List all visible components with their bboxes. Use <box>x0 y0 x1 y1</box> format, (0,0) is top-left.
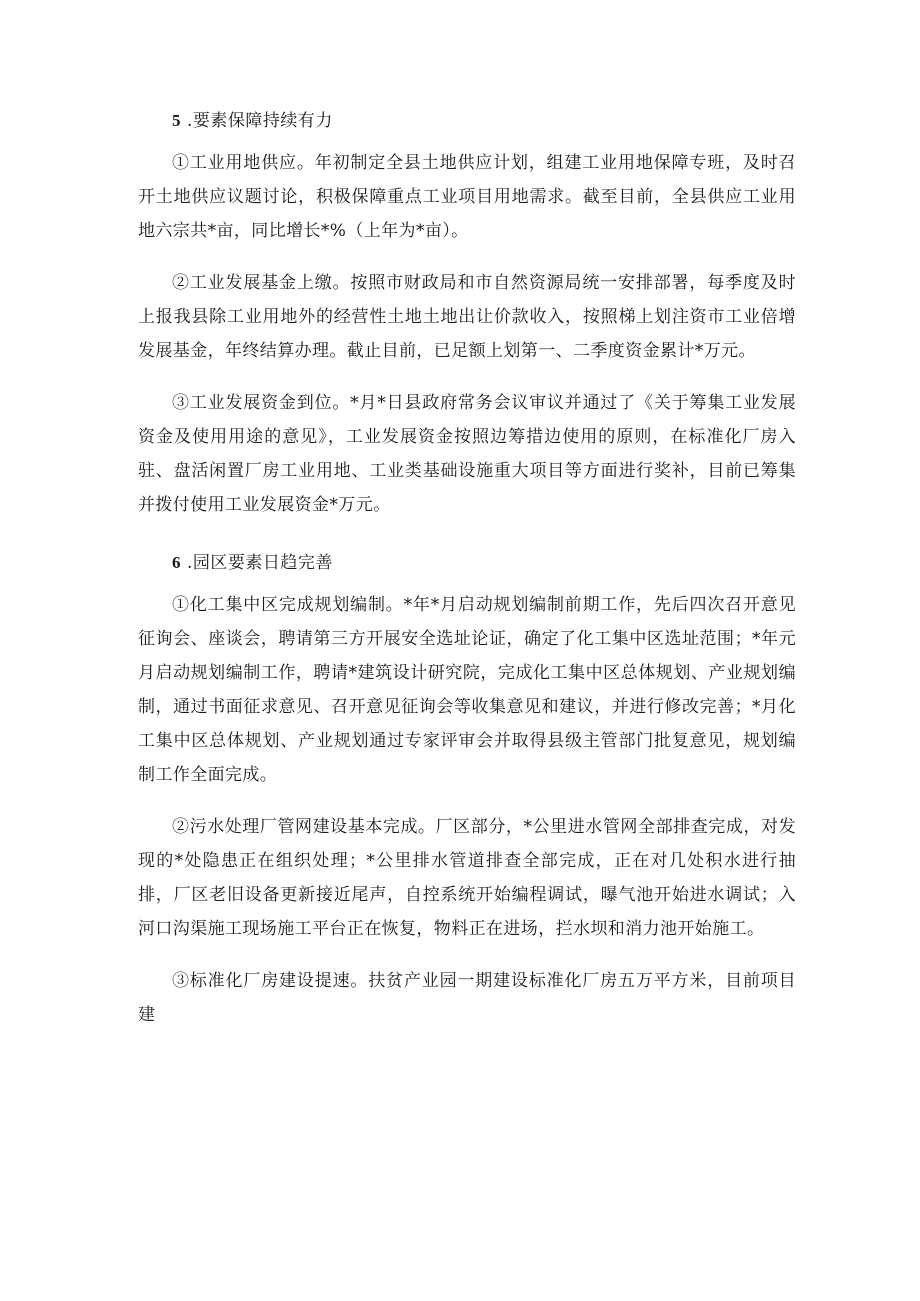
section-title: .园区要素日趋完善 <box>187 553 333 573</box>
section-number: 5 <box>172 111 181 130</box>
paragraph-development-fund-remittance: ②工业发展基金上缴。按照市财政局和市自然资源局统一安排部署，每季度及时上报我县除工业用地外的经营性土地土地出让价款收入，按照梯上划注资市工业倍增发展基金，年终结算办理。截止目前，已足额上划第一、二季度资金累计*万元。 <box>138 273 796 361</box>
section-title: .要素保障持续有力 <box>187 111 333 131</box>
section-number: 6 <box>172 553 181 572</box>
section-heading-6 <box>138 546 796 580</box>
paragraph-standard-factory-construction: ③标准化厂房建设提速。扶贫产业园一期建设标准化厂房五万平方米，目前项目建 <box>138 971 796 1025</box>
document-page <box>138 104 796 1050</box>
paragraph-development-fund-availability: ③工业发展资金到位。*月*日县政府常务会议审议并通过了《关于筹集工业发展资金及使用用途的意见》，工业发展资金按照边筹措边使用的原则，在标准化厂房入驻、盘活闲置厂房工业用地、工业类基础设施重大项目等方面进行奖补，目前已筹集并拨付使用工业发展资金*万元。 <box>138 393 796 515</box>
section-heading-5 <box>138 104 796 138</box>
paragraph-industrial-land-supply: ①工业用地供应。年初制定全县土地供应计划，组建工业用地保障专班，及时召开土地供应议题讨论，积极保障重点工业项目用地需求。截至目前，全县供应工业用地六宗共*亩，同比增长*%（上年为*亩）。 <box>138 153 796 241</box>
paragraph-chemical-zone-planning: ①化工集中区完成规划编制。*年*月启动规划编制前期工作，先后四次召开意见征询会、座谈会，聘请第三方开展安全选址论证，确定了化工集中区选址范围；*年元月启动规划编制工作，聘请*建筑设计研究院，完成化工集中区总体规划、产业规划编制，通过书面征求意见、召开意见征询会等收集意见和建议，并进行修改完善；*月化工集中区总体规划、产业规划通过专家评审会并取得县级主管部门批复意见，规划编制工作全面完成。 <box>138 595 796 785</box>
paragraph-sewage-network: ②污水处理厂管网建设基本完成。厂区部分，*公里进水管网全部排查完成，对发现的*处隐患正在组织处理；*公里排水管道排查全部完成，正在对几处积水进行抽排，厂区老旧设备更新接近尾声，自控系统开始编程调试，曝气池开始进水调试；入河口沟渠施工现场施工平台正在恢复，物料正在进场，拦水坝和消力池开始施工。 <box>138 817 796 939</box>
